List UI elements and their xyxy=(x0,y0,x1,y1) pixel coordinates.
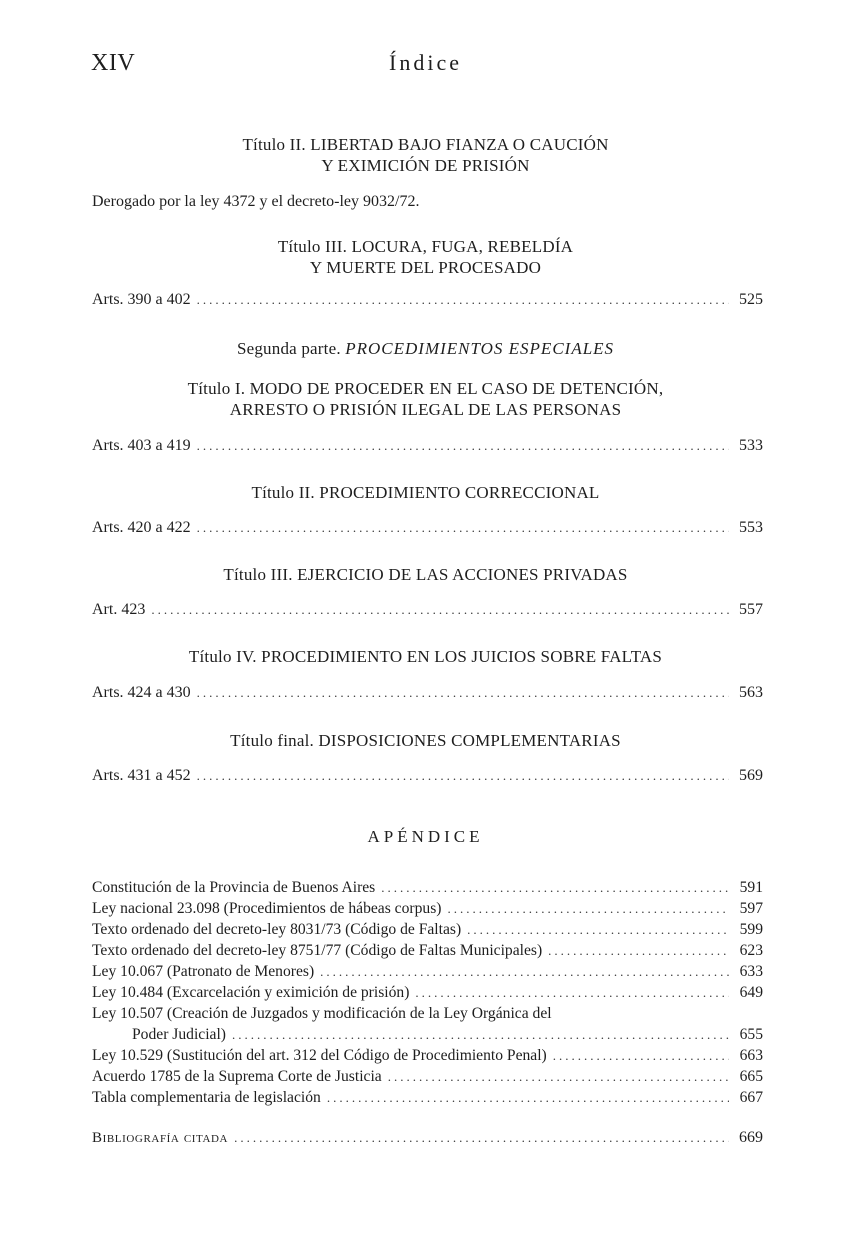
leader-dots xyxy=(447,898,729,919)
heading-p2-titulo-1 xyxy=(0,378,851,420)
appendix-item[interactable] xyxy=(92,919,763,940)
toc-entry[interactable] xyxy=(92,766,763,786)
appendix-item-label: Ley 10.507 (Creación de Juzgados y modificación de la Ley Orgánica del xyxy=(92,1005,552,1022)
toc-entry-page: 533 xyxy=(739,437,763,454)
toc-entry-label: Art. 423 xyxy=(92,601,146,618)
appendix-item-page: 623 xyxy=(739,942,763,959)
appendix-item-page: 633 xyxy=(739,963,763,980)
page-header xyxy=(0,50,851,86)
heading-line: Título II. PROCEDIMIENTO CORRECCIONAL xyxy=(251,483,600,502)
leader-dots xyxy=(197,518,729,538)
toc-entry-page: 563 xyxy=(739,684,763,701)
heading-p2-titulo-4 xyxy=(0,646,851,667)
toc-entry[interactable] xyxy=(92,436,763,456)
heading-line: Y MUERTE DEL PROCESADO xyxy=(309,258,542,277)
leader-dots xyxy=(320,961,729,982)
toc-entry[interactable] xyxy=(92,683,763,703)
appendix-item-label: Ley 10.484 (Excarcelación y eximición de prisión) xyxy=(92,984,410,1001)
heading-segunda-parte xyxy=(0,338,851,359)
appendix-item-page: 663 xyxy=(739,1047,763,1064)
leader-dots xyxy=(234,1128,729,1148)
appendix-item-page: 649 xyxy=(739,984,763,1001)
page-number: XIV xyxy=(91,50,136,76)
appendix-item[interactable] xyxy=(92,898,763,919)
appendix-item-label: Poder Judicial) xyxy=(132,1026,226,1043)
derogation-note: Derogado por la ley 4372 y el decreto-ley 9032/72. xyxy=(92,193,420,210)
leader-dots xyxy=(548,940,729,961)
heading-line: Título III. LOCURA, FUGA, REBELDÍA xyxy=(277,237,574,256)
leader-dots xyxy=(151,600,729,620)
toc-entry-page: 569 xyxy=(739,767,763,784)
toc-entry[interactable] xyxy=(92,518,763,538)
appendix-item[interactable] xyxy=(92,1066,763,1087)
bibliography-text: Bibliografía citada xyxy=(92,1130,229,1146)
toc-entry-page: 557 xyxy=(739,601,763,618)
heading-line: Título III. EJERCICIO DE LAS ACCIONES PRIVADAS xyxy=(223,565,628,584)
appendix-item[interactable] xyxy=(92,982,763,1003)
leader-dots xyxy=(197,436,729,456)
leader-dots xyxy=(381,877,729,898)
appendix-item-label: Ley 10.067 (Patronato de Menores) xyxy=(92,963,315,980)
appendix-title: APÉNDICE xyxy=(367,827,484,846)
toc-entry-label: Arts. 390 a 402 xyxy=(92,291,191,308)
appendix-item-label: Texto ordenado del decreto-ley 8031/73 (Código de Faltas) xyxy=(92,921,462,938)
appendix-item[interactable] xyxy=(92,1087,763,1108)
appendix-item-page: 667 xyxy=(739,1089,763,1106)
appendix-item[interactable] xyxy=(92,940,763,961)
heading-p2-titulo-3 xyxy=(0,564,851,585)
toc-entry[interactable] xyxy=(92,600,763,620)
heading-p2-titulo-2 xyxy=(0,482,851,503)
toc-entry-label: Arts. 424 a 430 xyxy=(92,684,191,701)
heading-titulo-2 xyxy=(0,134,851,176)
appendix-item[interactable] xyxy=(92,961,763,982)
bibliography-entry[interactable] xyxy=(92,1128,763,1148)
heading-titulo-final xyxy=(0,730,851,751)
heading-line: Título I. MODO DE PROCEDER EN EL CASO DE DETENCIÓN, xyxy=(187,379,664,398)
appendix-item-label: Ley nacional 23.098 (Procedimientos de hábeas corpus) xyxy=(92,900,442,917)
leader-dots xyxy=(197,766,729,786)
appendix-item-label: Texto ordenado del decreto-ley 8751/77 (Código de Faltas Municipales) xyxy=(92,942,543,959)
heading-line: Y EXIMICIÓN DE PRISIÓN xyxy=(321,156,530,175)
toc-entry-label: Arts. 420 a 422 xyxy=(92,519,191,536)
toc-entry-label: Arts. 431 a 452 xyxy=(92,767,191,784)
appendix-item[interactable] xyxy=(92,1045,763,1066)
part-title: PROCEDIMIENTOS ESPECIALES xyxy=(345,339,615,358)
appendix-item-label: Constitución de la Provincia de Buenos Aires xyxy=(92,879,376,896)
appendix-item-page: 599 xyxy=(739,921,763,938)
toc-entry[interactable] xyxy=(92,290,763,310)
leader-dots xyxy=(327,1087,729,1108)
leader-dots xyxy=(232,1024,729,1045)
toc-entry-page: 553 xyxy=(739,519,763,536)
heading-line: Título final. DISPOSICIONES COMPLEMENTARIAS xyxy=(230,731,621,750)
part-prefix: Segunda parte. xyxy=(236,339,341,358)
appendix-item-page: 597 xyxy=(739,900,763,917)
appendix-item[interactable] xyxy=(92,1024,763,1045)
heading-line: Título IV. PROCEDIMIENTO EN LOS JUICIOS SOBRE FALTAS xyxy=(188,647,663,666)
leader-dots xyxy=(197,290,729,310)
leader-dots xyxy=(197,683,729,703)
bibliography-label xyxy=(92,1128,234,1148)
appendix-item-page: 665 xyxy=(739,1068,763,1085)
toc-entry-page: 525 xyxy=(739,291,763,308)
appendix-list xyxy=(92,877,763,1108)
leader-dots xyxy=(553,1045,729,1066)
appendix-item-page: 591 xyxy=(739,879,763,896)
leader-dots xyxy=(467,919,729,940)
leader-dots xyxy=(388,1066,729,1087)
heading-line: Título II. LIBERTAD BAJO FIANZA O CAUCIÓN xyxy=(242,135,609,154)
leader-dots xyxy=(415,982,729,1003)
appendix-item[interactable] xyxy=(92,1003,763,1024)
appendix-item-label: Tabla complementaria de legislación xyxy=(92,1089,321,1106)
appendix-item[interactable] xyxy=(92,877,763,898)
bibliography-page: 669 xyxy=(739,1129,763,1146)
heading-titulo-3 xyxy=(0,236,851,278)
toc-entry-label: Arts. 403 a 419 xyxy=(92,437,191,454)
appendix-item-page: 655 xyxy=(739,1026,763,1043)
heading-line: ARRESTO O PRISIÓN ILEGAL DE LAS PERSONAS xyxy=(229,400,622,419)
appendix-item-label: Acuerdo 1785 de la Suprema Corte de Justicia xyxy=(92,1068,382,1085)
running-title: Índice xyxy=(389,50,462,75)
appendix-item-label: Ley 10.529 (Sustitución del art. 312 del Código de Procedimiento Penal) xyxy=(92,1047,547,1064)
